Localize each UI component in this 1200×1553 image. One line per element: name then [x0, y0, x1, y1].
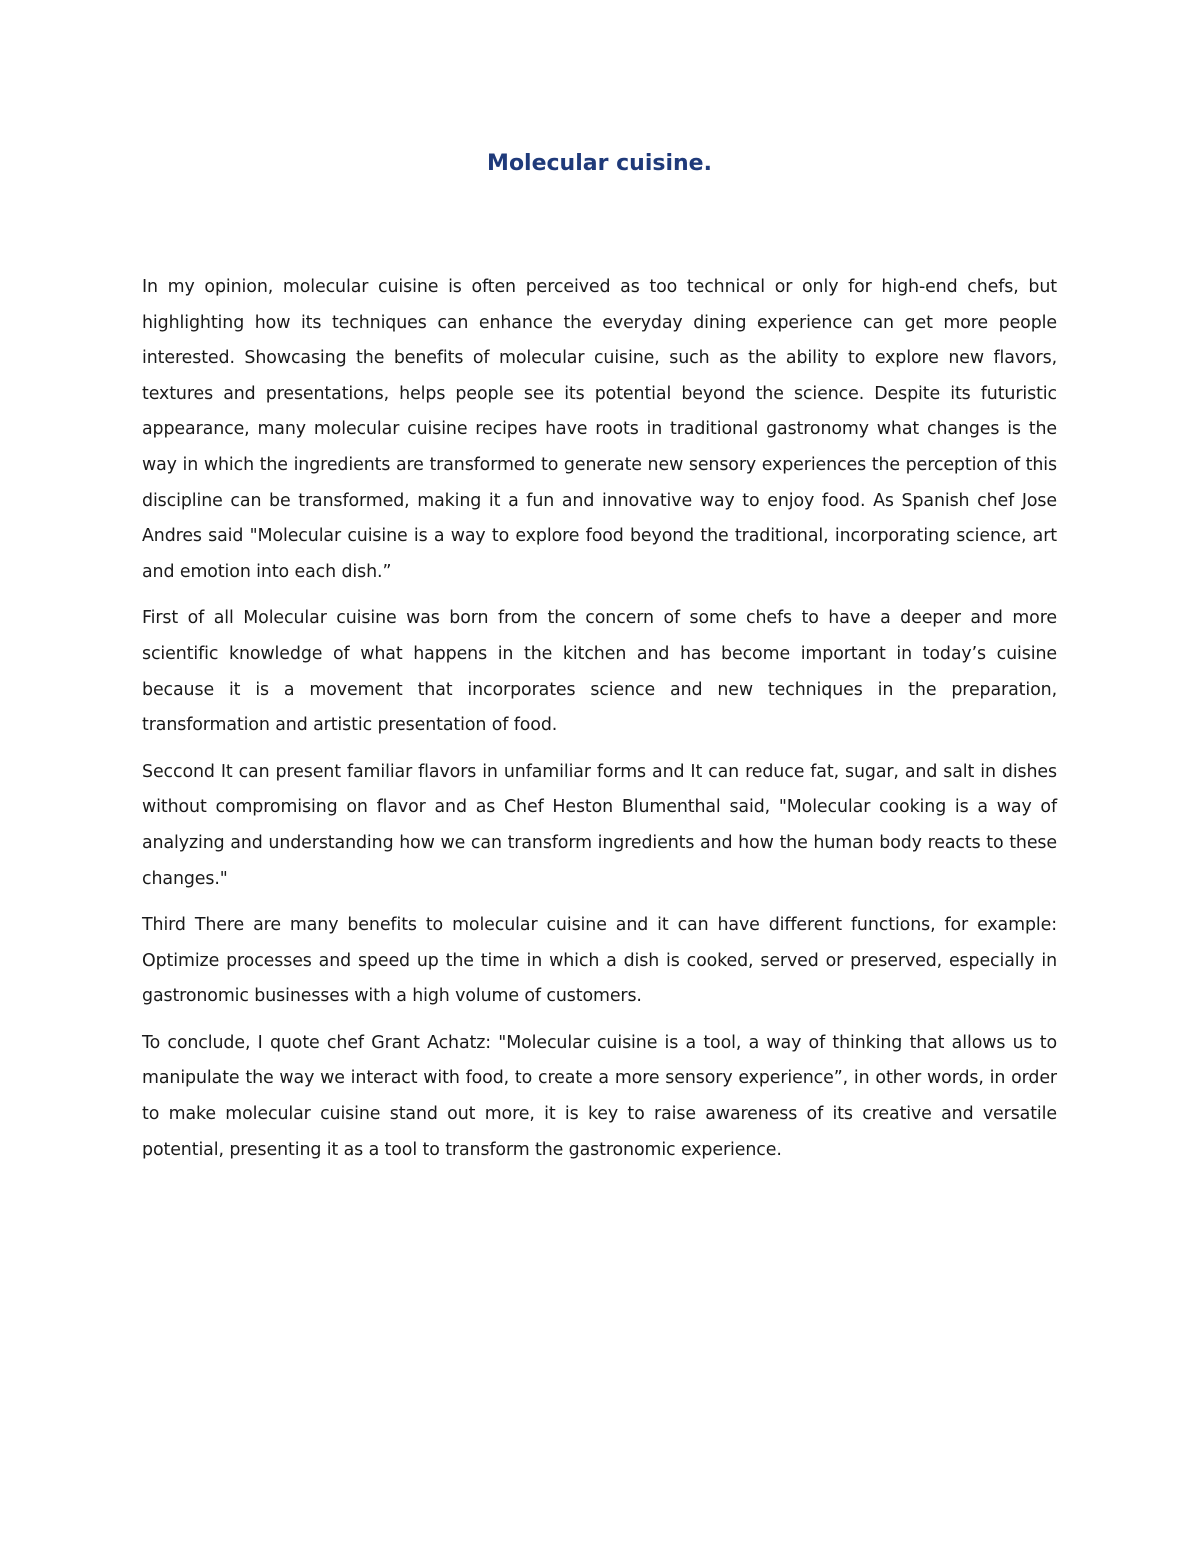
paragraph-introduction: In my opinion, molecular cuisine is often perceived as too technical or only for high-end chefs, but highlighting how its techniques can enhance the everyday dining experience can get more people interested. Showcasing the benefits of molecular cuisine, such as the ability to explore new flavors, textures and presentations, helps people see its potential beyond the science. Despite its futuristic appearance, many molecular cuisine recipes have roots in traditional gastronomy what changes is the way in which the ingredients are transformed to generate new sensory experiences the perception of this discipline can be transformed, making it a fun and innovative way to enjoy food. As Spanish chef Jose Andres said "Molecular cuisine is a way to explore food beyond the traditional, incorporating science, art and emotion into each dish.”	[142, 277, 1057, 582]
paragraph-first-point: First of all Molecular cuisine was born from the concern of some chefs to have a deeper and more scientific knowledge of what happens in the kitchen and has become important in today’s cuisine because it is a movement that incorporates science and new techniques in the preparation, transformation and artistic presentation of food.	[142, 608, 1057, 736]
document-body	[142, 140, 1057, 1179]
paragraph-second-point: Seccond It can present familiar flavors in unfamiliar forms and It can reduce fat, sugar, and salt in dishes without compromising on flavor and as Chef Heston Blumenthal said, "Molecular cooking is a way of analyzing and understanding how we can transform ingredients and how the human body reacts to these changes."	[142, 761, 1057, 889]
paragraph-conclusion: To conclude, I quote chef Grant Achatz: "Molecular cuisine is a tool, a way of thinking that allows us to manipulate the way we interact with food, to create a more sensory experience”, in other words, in order to make molecular cuisine stand out more, it is key to raise awareness of its creative and versatile potential, presenting it as a tool to transform the gastronomic experience.	[142, 1032, 1057, 1160]
document-title: Molecular cuisine.	[487, 151, 712, 176]
paragraph-third-point: Third There are many benefits to molecular cuisine and it can have different functions, for example: Optimize processes and speed up the time in which a dish is cooked, served or preserved, especially in gastronomic businesses with a high volume of customers.	[142, 915, 1057, 1007]
